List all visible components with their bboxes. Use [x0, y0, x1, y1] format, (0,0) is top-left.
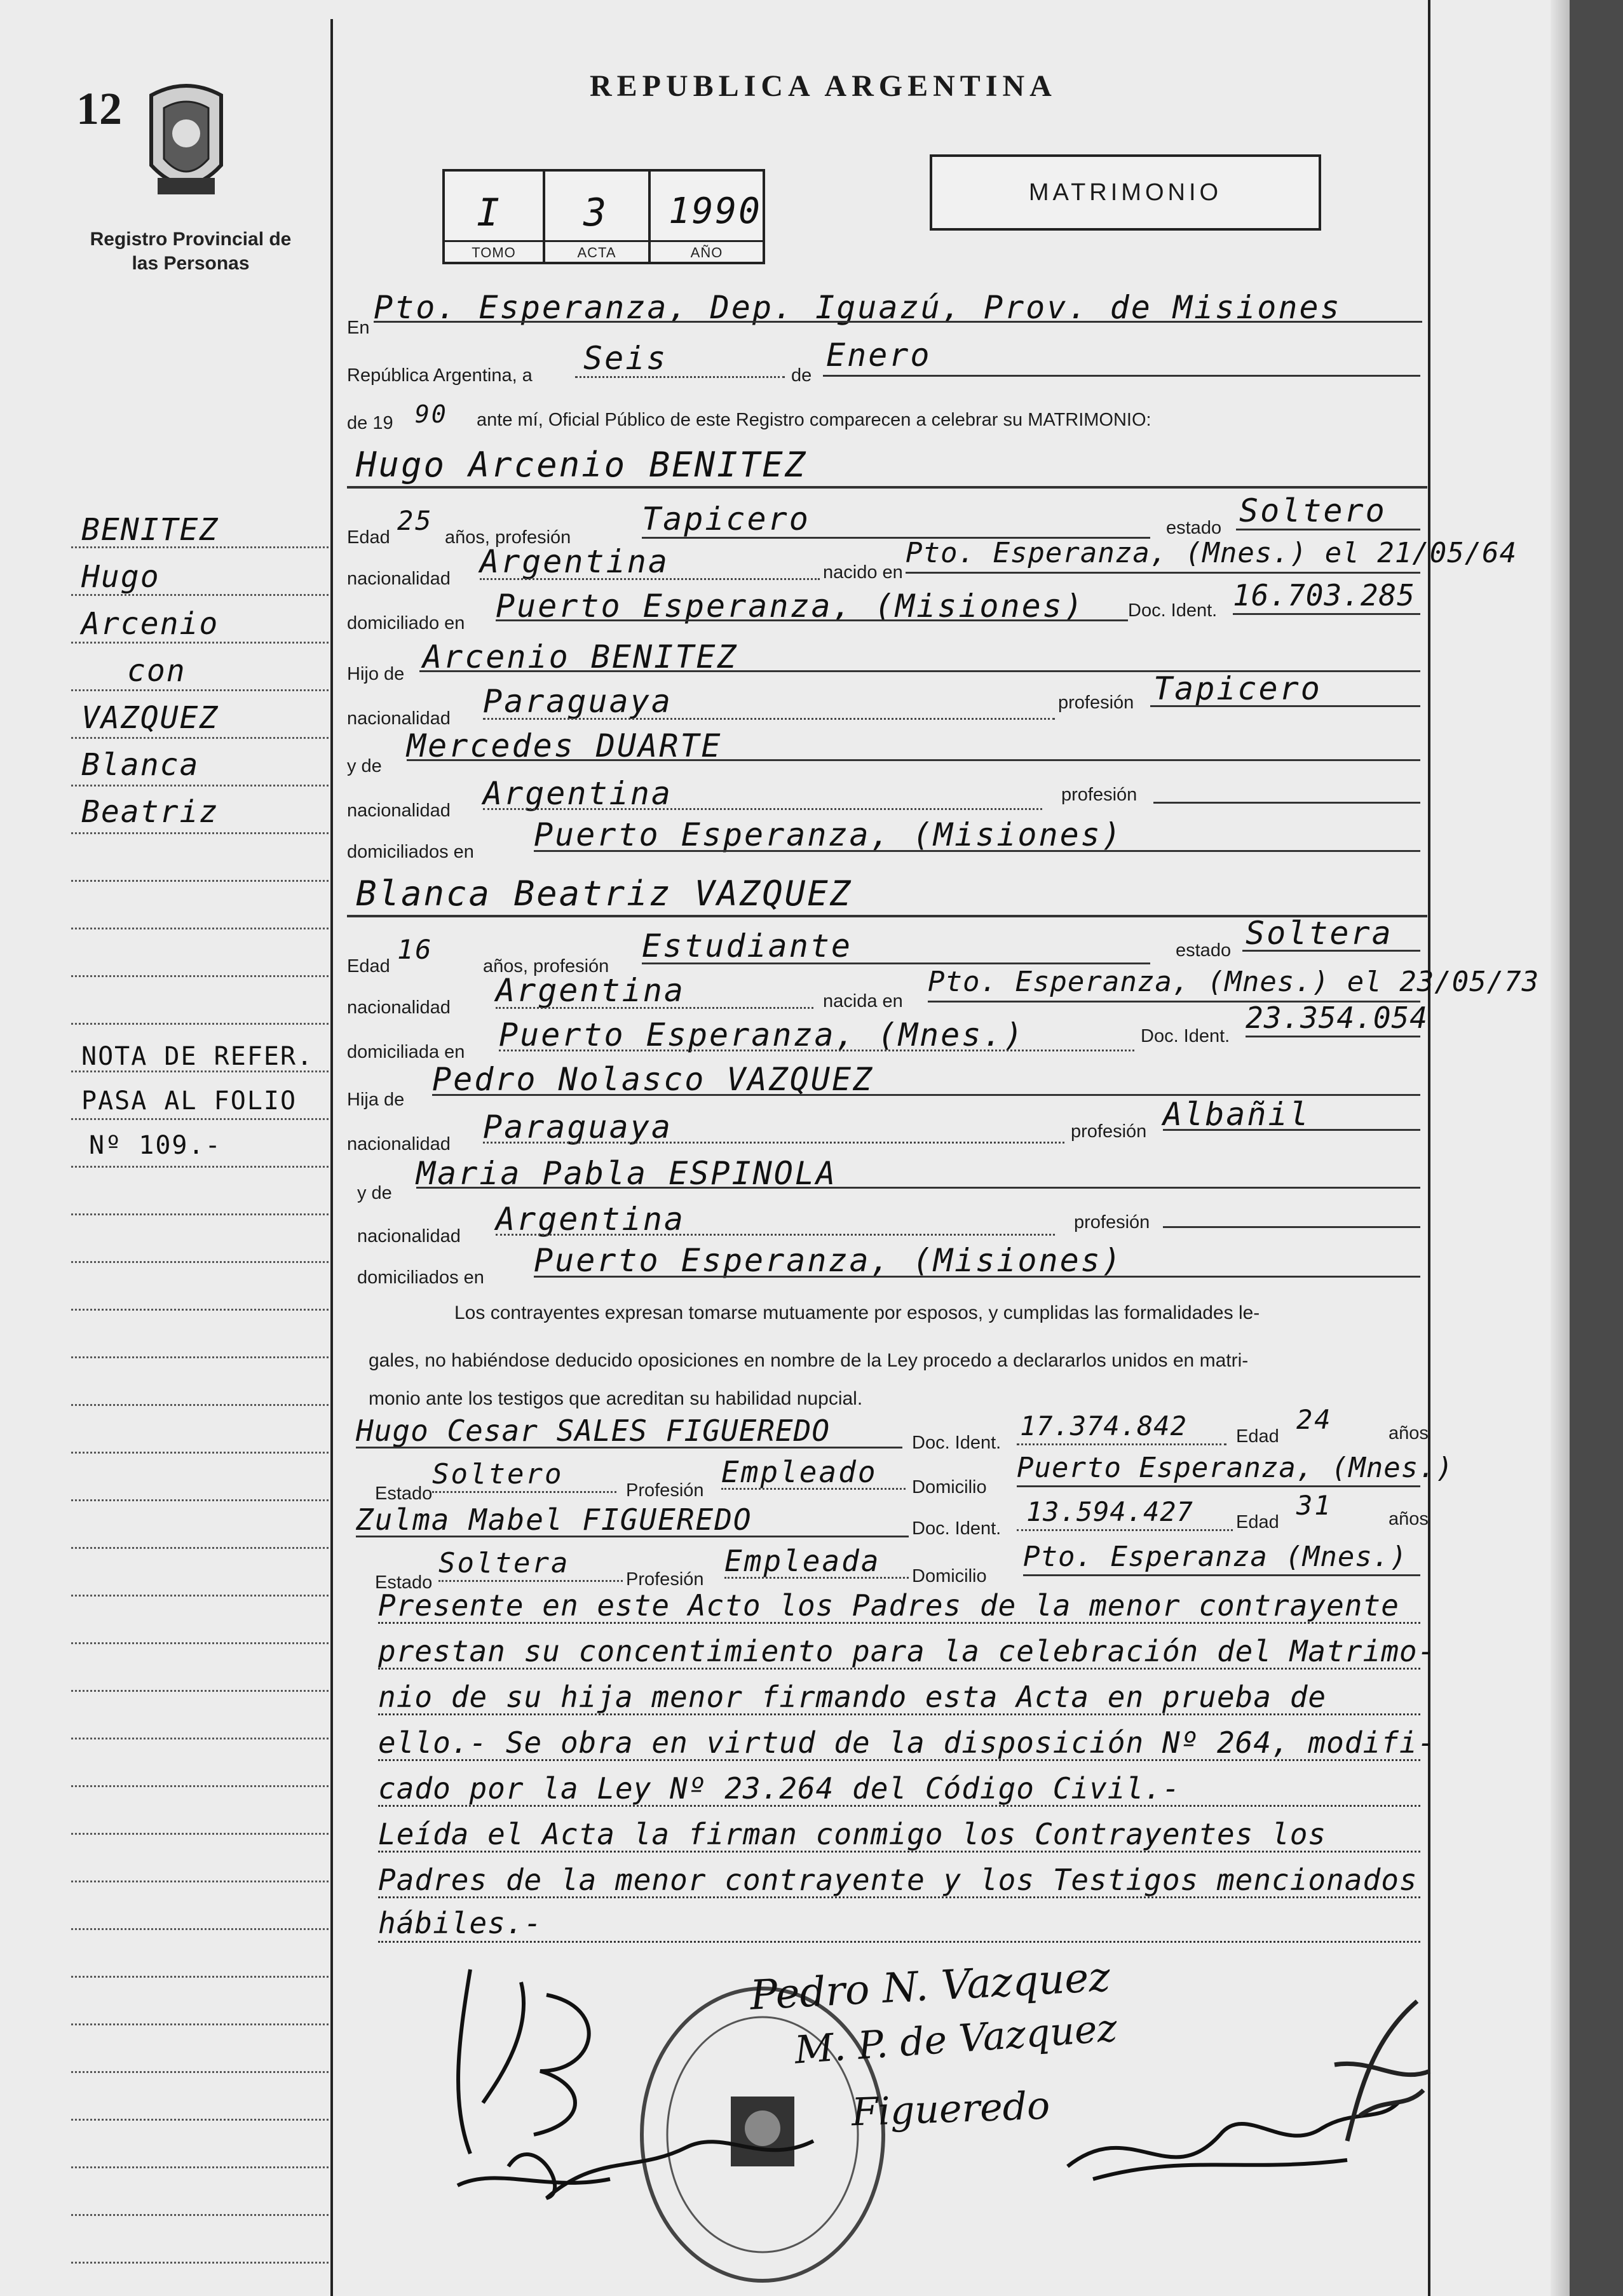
margin-rule	[71, 1023, 329, 1025]
bride-father-nationality: Paraguaya	[483, 1109, 672, 1145]
witness2-doc-line	[1017, 1529, 1233, 1531]
note-rule	[378, 1759, 1420, 1761]
label-anos-profesion: años, profesión	[445, 527, 571, 548]
groom-address: Puerto Esperanza, (Misiones)	[496, 588, 1085, 625]
registrar-stamp	[1322, 1989, 1436, 2154]
margin-line: Blanca	[81, 747, 200, 783]
registry-name: Registro Provincial de las Personas	[90, 229, 292, 274]
matrimonio-label: MATRIMONIO	[1028, 179, 1223, 206]
margin-rule	[71, 832, 329, 834]
margin-rule-left	[330, 19, 333, 2296]
margin-rule	[71, 1166, 329, 1168]
note-rule	[378, 1941, 1420, 1943]
margin-rule	[71, 1499, 329, 1501]
witness2-address: Pto. Esperanza (Mnes.)	[1023, 1541, 1408, 1573]
bride-mother: Maria Pabla ESPINOLA	[416, 1155, 838, 1192]
margin-rule	[71, 1642, 329, 1644]
margin-line: VAZQUEZ	[81, 700, 219, 736]
label-nacida-en: nacida en	[823, 991, 903, 1011]
bride-doc-line	[1246, 1036, 1420, 1037]
groom-status: Soltero	[1239, 492, 1387, 529]
bride-address: Puerto Esperanza, (Mnes.)	[499, 1016, 1025, 1053]
page-rule-right	[1428, 0, 1430, 2296]
matrimonio-box	[930, 154, 1321, 231]
witness2-profession-line	[724, 1577, 909, 1579]
witness2-doc: 13.594.427	[1026, 1496, 1193, 1527]
bride-nationality: Argentina	[496, 972, 685, 1009]
bride-doc: 23.354.054	[1246, 1001, 1428, 1035]
groom-nationality-line	[480, 578, 820, 580]
label-edad: Edad	[1236, 1426, 1279, 1447]
witness1-status-line	[432, 1491, 616, 1493]
margin-rule	[71, 1452, 329, 1454]
label-domiciliados-en: domiciliados en	[357, 1267, 484, 1288]
note-line: prestan su concentimiento para la celebración del Matrimo-	[378, 1634, 1436, 1668]
margin-rule	[71, 1404, 329, 1406]
label-nacionalidad: nacionalidad	[347, 708, 451, 729]
label-de-19: de 19	[347, 413, 393, 433]
coat-of-arms-icon	[139, 76, 234, 210]
margin-line: BENITEZ	[81, 512, 219, 548]
margin-note-line: NOTA DE REFER.	[81, 1042, 314, 1071]
groom-parents-address: Puerto Esperanza, (Misiones)	[534, 816, 1123, 853]
groom-name: Hugo Arcenio BENITEZ	[356, 445, 808, 485]
label-nacionalidad: nacionalidad	[347, 569, 451, 589]
bride-mother-profession-line	[1163, 1226, 1420, 1228]
tomo-acta-ano-box	[442, 169, 765, 264]
bride-parents-address-line	[534, 1276, 1420, 1278]
note-line: Leída el Acta la firman conmigo los Contrayentes los	[378, 1817, 1327, 1851]
label-nacido-en: nacido en	[823, 562, 903, 583]
bride-mother-nationality: Argentina	[496, 1201, 685, 1238]
label-republica: República Argentina, a	[347, 365, 533, 386]
page-number: 12	[76, 83, 122, 134]
witness1-name: Hugo Cesar SALES FIGUEREDO	[356, 1414, 831, 1448]
groom-profession: Tapicero	[642, 501, 810, 537]
margin-rule	[71, 1881, 329, 1882]
witness2-age: 31	[1296, 1490, 1333, 1521]
witness1-profession: Empleado	[721, 1455, 878, 1489]
margin-rule	[71, 1356, 329, 1358]
label-comparecen: ante mí, Oficial Público de este Registro comparecen a celebrar su MATRIMONIO:	[477, 410, 1151, 430]
acta-label: ACTA	[545, 240, 648, 261]
note-line: hábiles.-	[378, 1906, 543, 1940]
label-estado: estado	[1176, 940, 1232, 961]
page-curl	[1551, 0, 1570, 2296]
margin-rule	[71, 880, 329, 882]
margin-rule	[71, 737, 329, 739]
label-nacionalidad: nacionalidad	[347, 800, 451, 821]
groom-birth: Pto. Esperanza, (Mnes.) el 21/05/64	[906, 537, 1518, 569]
label-anos: años	[1389, 1509, 1429, 1529]
note-rule	[378, 1805, 1420, 1807]
witness2-name: Zulma Mabel FIGUEREDO	[356, 1503, 752, 1537]
groom-mother-profession-line	[1153, 802, 1420, 804]
margin-rule	[71, 1738, 329, 1739]
label-doc-ident: Doc. Ident.	[1141, 1026, 1230, 1046]
note-line: ello.- Se obra en virtud de la disposición Nº 264, modifi-	[378, 1725, 1436, 1760]
witness1-age: 24	[1296, 1404, 1333, 1435]
label-en: En	[347, 318, 370, 338]
margin-rule	[71, 1595, 329, 1597]
margin-rule	[71, 2071, 329, 2073]
witness2-name-line	[356, 1536, 909, 1537]
witness1-doc: 17.374.842	[1020, 1410, 1187, 1442]
label-hijo-de: Hijo de	[347, 664, 405, 684]
signature-figueredo: Figueredo	[850, 2083, 1051, 2135]
label-doc-ident: Doc. Ident.	[912, 1518, 1002, 1539]
label-anos: años	[1389, 1423, 1429, 1443]
groom-father-nationality-line	[483, 718, 1055, 720]
witness1-address: Puerto Esperanza, (Mnes.)	[1017, 1452, 1454, 1484]
note-rule	[378, 1896, 1420, 1898]
margin-rule	[71, 1785, 329, 1787]
margin-note-line: PASA AL FOLIO	[81, 1086, 297, 1116]
margin-rule	[71, 2214, 329, 2216]
margin-rule	[71, 1833, 329, 1835]
bride-nationality-line	[496, 1007, 813, 1009]
label-doc-ident: Doc. Ident.	[1128, 600, 1218, 621]
margin-rule	[71, 1976, 329, 1978]
margin-rule	[71, 1547, 329, 1549]
bride-status: Soltera	[1246, 915, 1393, 952]
label-nacionalidad: nacionalidad	[347, 997, 451, 1018]
bride-address-line	[499, 1050, 1134, 1051]
bride-father-profession: Albañil	[1163, 1096, 1310, 1133]
groom-parents-address-line	[534, 850, 1420, 852]
bride-father-nationality-line	[483, 1142, 1064, 1144]
groom-name-line	[347, 486, 1427, 489]
margin-rule	[71, 2262, 329, 2264]
bride-profession: Estudiante	[642, 928, 853, 964]
signature-pedro-vazquez: Pedro N. Vazquez	[749, 1954, 1111, 2020]
margin-rule	[71, 2166, 329, 2168]
bride-name: Blanca Beatriz VAZQUEZ	[356, 874, 853, 914]
label-domiciliados-en: domiciliados en	[347, 842, 474, 862]
margin-line: Beatriz	[81, 794, 219, 830]
bride-status-line	[1242, 950, 1420, 952]
margin-rule	[71, 1213, 329, 1215]
place: Pto. Esperanza, Dep. Iguazú, Prov. de Misiones	[374, 289, 1341, 326]
statement-line: monio ante los testigos que acreditan su habilidad nupcial.	[369, 1388, 863, 1409]
label-nacionalidad: nacionalidad	[347, 1134, 451, 1154]
label-profesion: profesión	[1074, 1212, 1150, 1232]
day-line	[575, 376, 785, 378]
label-domiciliada-en: domiciliada en	[347, 1042, 465, 1062]
witness2-status: Soltera	[438, 1547, 570, 1579]
label-anos-profesion: años, profesión	[483, 956, 609, 976]
margin-rule	[71, 1309, 329, 1311]
groom-mother-nationality: Argentina	[483, 775, 672, 812]
tomo-value: I	[477, 191, 502, 235]
groom-father-profession-line	[1150, 705, 1420, 707]
label-profesion: profesión	[1061, 785, 1137, 805]
note-rule	[378, 1668, 1420, 1670]
bride-birth: Pto. Esperanza, (Mnes.) el 23/05/73	[928, 966, 1540, 998]
groom-mother-line	[407, 759, 1420, 761]
label-estado: Estado	[375, 1572, 433, 1593]
note-rule	[378, 1851, 1420, 1853]
signature-scribble-2	[496, 2090, 826, 2217]
witness2-status-line	[438, 1580, 623, 1582]
label-edad: Edad	[347, 527, 390, 548]
label-profesion: Profesión	[626, 1569, 704, 1590]
margin-rule	[71, 2119, 329, 2121]
witness2-profession: Empleada	[724, 1544, 881, 1578]
bride-father-profession-line	[1163, 1129, 1420, 1131]
month: Enero	[826, 337, 932, 374]
bride-father: Pedro Nolasco VAZQUEZ	[432, 1061, 874, 1098]
witness1-doc-line	[1017, 1443, 1226, 1445]
day: Seis	[583, 340, 668, 377]
signature-m-p-de-vazquez: M. P. de Vazquez	[793, 2006, 1119, 2073]
groom-doc-line	[1233, 613, 1420, 615]
label-y-de: y de	[357, 1183, 392, 1203]
year-suffix: 90	[415, 400, 448, 428]
label-edad: Edad	[347, 956, 390, 976]
groom-mother-nationality-line	[483, 808, 1042, 810]
margin-note-line: Nº 109.-	[89, 1131, 222, 1160]
label-de: de	[791, 365, 812, 386]
note-line: nio de su hija menor firmando esta Acta en prueba de	[378, 1680, 1327, 1714]
statement-line: Los contrayentes expresan tomarse mutuamente por esposos, y cumplidas las formalidades le-	[454, 1302, 1260, 1323]
label-profesion: profesión	[1071, 1121, 1147, 1142]
label-doc-ident: Doc. Ident.	[912, 1433, 1002, 1453]
note-line: Presente en este Acto los Padres de la menor contrayente	[378, 1588, 1399, 1623]
groom-nationality: Argentina	[480, 543, 669, 580]
ano-value: 1990	[669, 191, 762, 232]
margin-rule	[71, 1928, 329, 1930]
label-profesion: Profesión	[626, 1480, 704, 1501]
witness1-profession-line	[721, 1488, 906, 1490]
margin-rule	[71, 785, 329, 787]
label-y-de: y de	[347, 756, 382, 776]
note-line: cado por la Ley Nº 23.264 del Código Civil.-	[378, 1771, 1181, 1806]
month-line	[823, 375, 1420, 377]
book-edge	[1570, 0, 1623, 2296]
label-nacionalidad: nacionalidad	[357, 1226, 461, 1246]
bride-profession-line	[642, 962, 1150, 964]
ano-cell	[651, 172, 763, 262]
witness1-address-line	[1017, 1485, 1420, 1487]
statement-line: gales, no habiéndose deducido oposiciones en nombre de la Ley procedo a declararlos unidos en matri-	[369, 1350, 1249, 1371]
margin-line: Arcenio	[81, 606, 219, 642]
acta-cell	[545, 172, 651, 262]
margin-rule	[71, 642, 329, 644]
note-line: Padres de la menor contrayente y los Testigos mencionados	[378, 1863, 1418, 1897]
place-line	[374, 321, 1422, 323]
margin-rule	[71, 1261, 329, 1263]
witness1-status: Soltero	[432, 1458, 564, 1490]
witness1-name-line	[356, 1447, 902, 1449]
label-profesion: profesión	[1058, 692, 1134, 713]
groom-address-line	[496, 619, 1128, 621]
groom-father-nationality: Paraguaya	[483, 683, 672, 720]
margin-rule	[71, 975, 329, 977]
tomo-cell	[445, 172, 545, 262]
label-edad: Edad	[1236, 1512, 1279, 1532]
groom-doc: 16.703.285	[1233, 578, 1415, 612]
label-domiciliado-en: domiciliado en	[347, 613, 465, 633]
groom-status-line	[1236, 529, 1420, 530]
groom-father-profession: Tapicero	[1153, 670, 1322, 707]
label-domicilio: Domicilio	[912, 1566, 987, 1586]
label-hija-de: Hija de	[347, 1090, 405, 1110]
label-domicilio: Domicilio	[912, 1477, 987, 1497]
note-rule	[378, 1713, 1420, 1715]
label-estado: Estado	[375, 1483, 433, 1504]
margin-rule	[71, 928, 329, 929]
groom-father: Arcenio BENITEZ	[423, 638, 738, 675]
margin-rule	[71, 2023, 329, 2025]
note-rule	[378, 1622, 1420, 1624]
witness2-address-line	[1023, 1574, 1420, 1576]
margin-rule	[71, 1118, 329, 1120]
groom-age: 25	[397, 505, 433, 536]
margin-rule	[71, 1690, 329, 1692]
bride-mother-nationality-line	[496, 1234, 1055, 1236]
ano-label: AÑO	[651, 240, 763, 261]
groom-mother: Mercedes DUARTE	[407, 727, 723, 764]
country-title: REPUBLICA ARGENTINA	[590, 69, 1057, 103]
bride-age: 16	[397, 934, 433, 965]
bride-mother-line	[416, 1187, 1420, 1189]
margin-line: Hugo	[81, 559, 160, 595]
tomo-label: TOMO	[445, 240, 543, 261]
margin-rule	[71, 689, 329, 691]
acta-value: 3	[583, 191, 609, 235]
bride-parents-address: Puerto Esperanza, (Misiones)	[534, 1242, 1123, 1279]
margin-line: con	[127, 653, 186, 689]
label-estado: estado	[1166, 518, 1222, 538]
groom-birth-line	[906, 572, 1420, 574]
